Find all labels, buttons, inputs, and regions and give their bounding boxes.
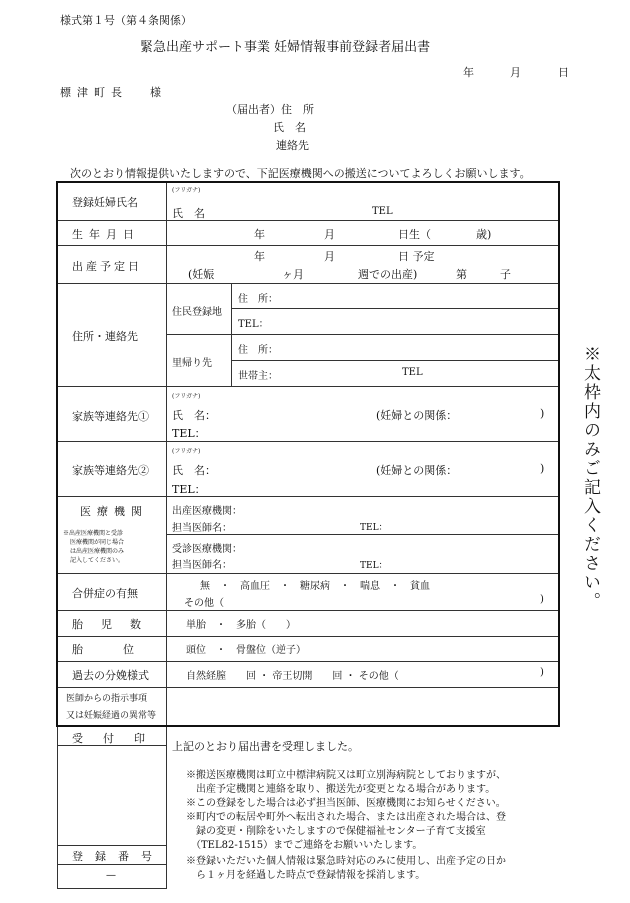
- complication-items: 無 ・ 高血圧 ・ 糖尿病 ・ 喘息 ・ 貧血: [200, 581, 430, 592]
- note-line-8: ら１ヶ月を経過した時点で登録情報を採消します。: [186, 870, 426, 881]
- complication-other: その他（: [184, 598, 224, 609]
- registrant-tel-label: TEL: [372, 206, 393, 217]
- date-month: 月: [510, 66, 521, 79]
- tel-2: TEL：: [360, 561, 388, 571]
- family1-tel: TEL：: [172, 427, 206, 440]
- due-weeks: 週での出産): [358, 268, 418, 281]
- note-line-2: 出産予定機関と連絡を取り、搬送先が変更となる場合があります。: [186, 784, 496, 795]
- home-visit-label: 里帰り先: [172, 358, 212, 369]
- bottom-divider: [166, 727, 167, 889]
- birthday-year: 年: [254, 228, 265, 241]
- row-line: [58, 573, 558, 574]
- regno-header-line: [57, 864, 166, 865]
- row-line: [58, 386, 558, 387]
- home-address-field: 住 所：: [238, 345, 278, 356]
- due-order: 第: [456, 268, 467, 281]
- row-line: [58, 441, 558, 442]
- registrant-furigana: (フリガナ): [172, 187, 201, 194]
- visit-institution: 受診医療機関：: [172, 544, 242, 555]
- due-year: 年: [254, 250, 265, 263]
- family2-relation-close: ): [540, 462, 545, 475]
- doctor-1: 担当医師名：: [172, 523, 232, 534]
- past-delivery-label: 過去の分娩様式: [72, 669, 149, 682]
- due-pregnancy: (妊娠: [188, 268, 215, 281]
- complication-label: 合併症の有無: [72, 587, 138, 600]
- stamp-label: 受付印: [72, 732, 165, 745]
- reg-address-field: 住 所：: [238, 294, 278, 305]
- applicant-address-label: （届出者）住 所: [226, 103, 314, 116]
- form-number: 様式第１号（第４条関係）: [60, 14, 192, 27]
- due-date-label: 出産予定日: [72, 260, 142, 273]
- row-line: [58, 220, 558, 221]
- fetus-position-value: 頭位 ・ 骨盤位（逆子）: [186, 645, 306, 656]
- due-child: 子: [500, 268, 511, 281]
- family2-tel: TEL：: [172, 483, 206, 496]
- note-line-7: ※登録いただいた個人情報は緊急時対応のみに使用し、出産予定の日か: [186, 856, 506, 867]
- addressee: 標津町長: [60, 86, 128, 99]
- address-subline: [232, 308, 558, 309]
- note-line-4: ※町内での転居や町外へ転出された場合、または出産された場合は、登: [186, 812, 506, 823]
- note-line-6: （TEL82-1515）までご連絡をお願いいたします。: [186, 840, 423, 851]
- family1-relation-close: ): [540, 407, 545, 420]
- row-line: [58, 245, 558, 246]
- row-line: [58, 496, 558, 497]
- intro-text: 次のとおり情報提供いたしますので、下記医療機関への搬送についてよろしくお願いします。: [70, 167, 531, 180]
- householder-field: 世帯主：: [238, 371, 278, 382]
- due-month: 月: [324, 250, 335, 263]
- note-line-5: 録の変更・削除をいたしますので保健福祉センター子育て支援室: [186, 826, 486, 837]
- tel-1: TEL：: [360, 523, 388, 533]
- row-line: [58, 283, 558, 284]
- family1-relation: (妊婦との関係：: [376, 409, 458, 422]
- past-delivery-value: 自然経膣 回 ・ 帝王切開 回 ・ その他（: [186, 671, 399, 682]
- instructions-label-1: 医師からの指示事項: [66, 694, 148, 704]
- medical-note-2: 医療機関が同じ場合: [70, 539, 125, 546]
- registration-number-value: —: [106, 870, 116, 881]
- medical-note-4: 記入してください。: [70, 557, 125, 564]
- family2-relation: (妊婦との関係：: [376, 464, 458, 477]
- fetus-count-label: 胎児数: [72, 618, 159, 631]
- birthday-label: 生年月日: [72, 228, 140, 241]
- fetus-position-label: 胎位: [72, 643, 174, 656]
- row-line: [58, 636, 558, 637]
- birth-institution: 出産医療機関：: [172, 506, 242, 517]
- home-tel-field: TEL: [402, 367, 423, 378]
- row-line: [58, 661, 558, 662]
- row-line: [58, 687, 558, 688]
- due-day: 日 予定: [398, 250, 435, 263]
- row-line: [58, 610, 558, 611]
- family2-label: 家族等連絡先②: [72, 464, 149, 477]
- applicant-contact-label: 連絡先: [276, 139, 309, 152]
- reg-tel-field: TEL：: [238, 319, 269, 330]
- family2-name: 氏 名：: [172, 464, 216, 477]
- medical-midline: [167, 534, 558, 535]
- family1-name: 氏 名：: [172, 409, 216, 422]
- family1-label: 家族等連絡先①: [72, 410, 149, 423]
- applicant-name-label: 氏 名: [273, 121, 306, 134]
- note-line-1: ※搬送医療機関は町立中標津病院又は町立別海病院としておりますが、: [186, 770, 506, 781]
- medical-note-1: ※出産医療機関と受診: [63, 530, 124, 537]
- accepted-text: 上記のとおり届出書を受理しました。: [172, 740, 359, 753]
- family1-furigana: (フリガナ): [172, 393, 201, 400]
- address-subline: [232, 360, 558, 361]
- registrant-label: 登録妊婦氏名: [72, 196, 138, 209]
- registrant-name-label: 氏 名: [172, 207, 205, 220]
- address-label: 住所・連絡先: [72, 330, 138, 343]
- note-line-3: ※この登録をした場合は必ず担当医師、医療機関にお知らせください。: [186, 798, 506, 809]
- birthday-age: 歳): [476, 228, 492, 241]
- birthday-day: 日生（: [398, 228, 431, 241]
- doctor-2: 担当医師名：: [172, 560, 232, 571]
- past-delivery-close: ): [540, 667, 544, 678]
- family2-furigana: (フリガナ): [172, 448, 201, 455]
- page-title: 緊急出産サポート事業 妊婦情報事前登録者届出書: [140, 40, 431, 55]
- complication-close: ): [540, 594, 544, 605]
- fetus-count-value: 単胎 ・ 多胎（ ）: [186, 620, 296, 631]
- registration-number-label: 登録番号: [72, 850, 164, 863]
- birthday-month: 月: [324, 228, 335, 241]
- medical-label: 医療機関: [80, 505, 148, 518]
- instructions-label-2: 又は妊娠経過の異常等: [66, 711, 157, 721]
- date-day: 日: [558, 66, 569, 79]
- due-months: ヶ月: [282, 268, 304, 281]
- registered-address-label: 住民登録地: [172, 307, 222, 318]
- side-note: ※太枠内のみご記入ください。: [580, 345, 600, 611]
- date-year: 年: [463, 66, 474, 79]
- regno-bottom-line: [57, 888, 166, 889]
- address-midline: [167, 334, 558, 335]
- regno-top-line: [57, 845, 166, 846]
- medical-note-3: は出産医療機関のみ: [70, 548, 125, 555]
- addressee-honorific: 様: [150, 86, 161, 99]
- address-subdivider: [231, 284, 232, 386]
